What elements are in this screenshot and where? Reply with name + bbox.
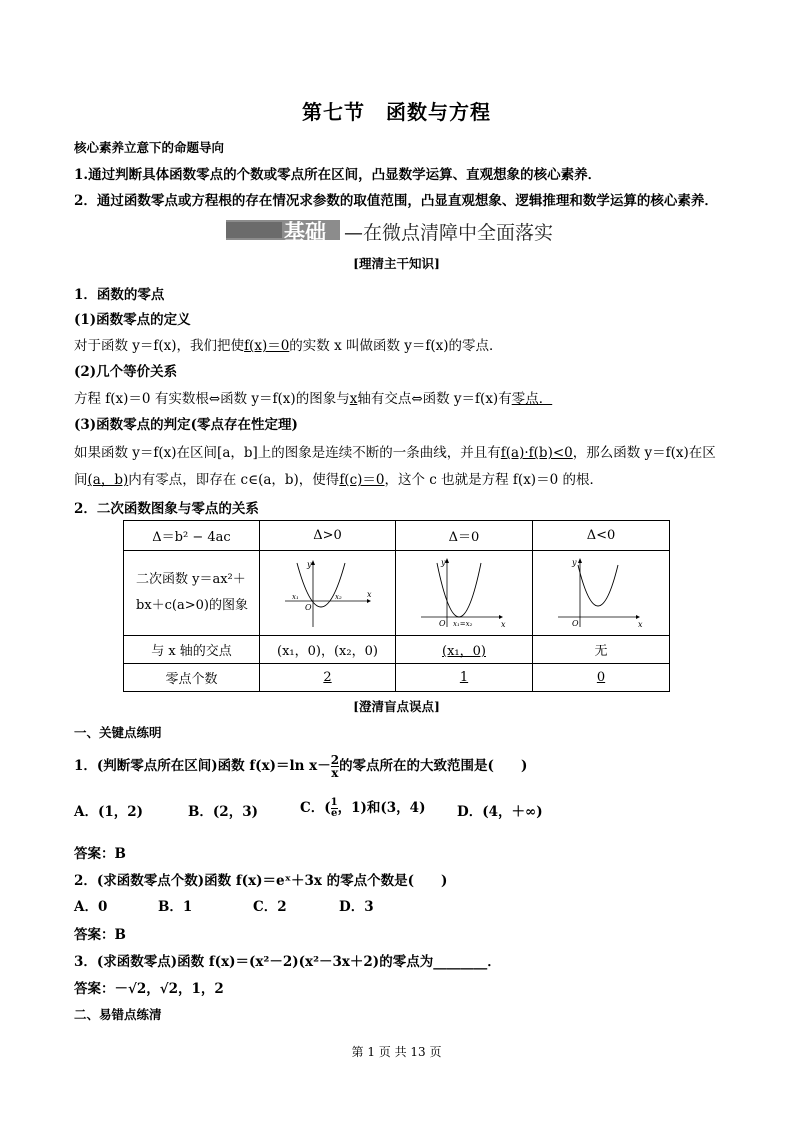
double-root-label: x₁=x₂ xyxy=(453,620,473,628)
page-footer: 第 1 页 共 13 页 xyxy=(351,1045,442,1059)
section-tag-practice: [澄清盲点误点] xyxy=(353,699,440,714)
q1-option-c: C．( $\frac{1}{e}$ ，1)和(3，4) xyxy=(300,797,426,819)
definition-underlined: f(x)＝0 xyxy=(244,338,290,354)
equivalence-text: 方程 f(x)＝0 有实数根⇔函数 y＝f(x)的图象与x轴有交点⇔函数 y＝f(x)有零点． xyxy=(74,391,553,407)
q1-option-d: D．(4，＋∞) xyxy=(457,804,543,820)
x2-label: x₂ xyxy=(334,593,342,601)
x1-label: x₁ xyxy=(291,593,299,601)
page-title: 第七节 函数与方程 xyxy=(302,100,491,124)
table-cell: 2 xyxy=(260,664,396,692)
table-cell: 无 xyxy=(533,636,670,664)
parabola-no-root-graph xyxy=(556,557,646,629)
q2-option-b: B．1 xyxy=(158,899,193,915)
table-row-label: 零点个数 xyxy=(124,664,260,692)
question-3: 3．(求函数零点)函数 f(x)＝(x²－2)(x²－3x＋2)的零点为________． xyxy=(74,954,501,970)
heading-definition: (1)函数零点的定义 xyxy=(74,312,191,328)
table-cell: (x₁，0) xyxy=(396,636,533,664)
q2-option-d: D．3 xyxy=(339,899,374,915)
table-row-label: 二次函数 y＝ax²＋ bx＋c(a>0)的图象 xyxy=(124,551,260,636)
x-label: x xyxy=(638,620,643,629)
parabola-curve xyxy=(437,563,481,617)
banner-label: 基础 xyxy=(284,220,326,244)
definition-text: 对于函数 y＝f(x)，我们把使f(x)＝0的实数 x 叫做函数 y＝f(x)的零点． xyxy=(74,338,503,354)
table-header-cell: Δ<0 xyxy=(533,521,670,551)
table-header-cell: Δ＝0 xyxy=(396,521,533,551)
heading-zero-point: 1．函数的零点 xyxy=(74,287,165,303)
y-label: y xyxy=(441,558,446,567)
origin-label: O xyxy=(439,619,446,628)
heading-error-points: 二、易错点练清 xyxy=(74,1007,162,1022)
q2-option-a: A．0 xyxy=(74,899,108,915)
table-header-cell: Δ>0 xyxy=(260,521,396,551)
section-tag-knowledge: [理清主干知识] xyxy=(353,256,440,271)
question-1: 1．(判断零点所在区间)函数 f(x)＝ln x－ $\frac{2}{x}$ 的零点所在的大致范围是( ) xyxy=(74,753,528,780)
heading-key-points: 一、关键点练明 xyxy=(74,725,162,740)
theorem-line-2: 间(a，b)内有零点，即存在 c∈(a，b)，使得f(c)＝0，这个 c 也就是方程 f(x)＝0 的根． xyxy=(74,472,603,488)
section-banner xyxy=(226,216,566,244)
banner-text: —在微点清障中全面落实 xyxy=(344,222,554,244)
graph-one-root xyxy=(396,551,533,636)
quadratic-zero-table xyxy=(123,520,670,692)
table-row-label: 与 x 轴的交点 xyxy=(124,636,260,664)
q1-option-a: A．(1，2) xyxy=(74,804,144,820)
table-cell: 1 xyxy=(396,664,533,692)
y-label: y xyxy=(572,558,577,567)
answer-3: 答案：－√2，√2，1，2 xyxy=(74,981,224,997)
parabola-one-root-graph xyxy=(419,557,509,629)
graph-no-root xyxy=(533,551,670,636)
parabola-curve xyxy=(578,565,618,606)
theorem-line-1: 如果函数 y＝f(x)在区间[a，b]上的图象是连续不断的一条曲线，并且有f(a)·f(b)<0，那么函数 y＝f(x)在区 xyxy=(74,445,716,461)
graph-two-roots xyxy=(260,551,396,636)
table-cell: (x₁，0)，(x₂，0) xyxy=(260,636,396,664)
question-2: 2．(求函数零点个数)函数 f(x)＝eˣ＋3x 的零点个数是( ) xyxy=(74,873,448,889)
intro-item-1: 1.通过判断具体函数零点的个数或零点所在区间，凸显数学运算、直观想象的核心素养． xyxy=(74,167,602,183)
origin-label: O xyxy=(304,603,312,612)
x-label: x xyxy=(366,590,372,599)
y-label: y xyxy=(306,560,312,569)
x-label: x xyxy=(501,620,506,629)
table-header-cell: Δ＝b² − 4ac xyxy=(124,521,260,551)
origin-label: O xyxy=(572,619,579,628)
table-cell: 0 xyxy=(533,664,670,692)
parabola-two-roots-graph xyxy=(283,557,373,629)
answer-1: 答案：B xyxy=(74,846,126,862)
heading-quadratic: 2．二次函数图象与零点的关系 xyxy=(74,501,259,517)
heading-equivalence: (2)几个等价关系 xyxy=(74,364,178,380)
heading-theorem: (3)函数零点的判定(零点存在性定理) xyxy=(74,417,298,433)
q1-option-b: B．(2，3) xyxy=(188,804,258,820)
answer-2: 答案：B xyxy=(74,927,126,943)
intro-item-2: 2．通过函数零点或方程根的存在情况求参数的取值范围，凸显直观想象、逻辑推理和数学运算的核心素养． xyxy=(74,193,718,209)
intro-heading: 核心素养立意下的命题导向 xyxy=(74,140,225,155)
q2-option-c: C．2 xyxy=(253,899,287,915)
